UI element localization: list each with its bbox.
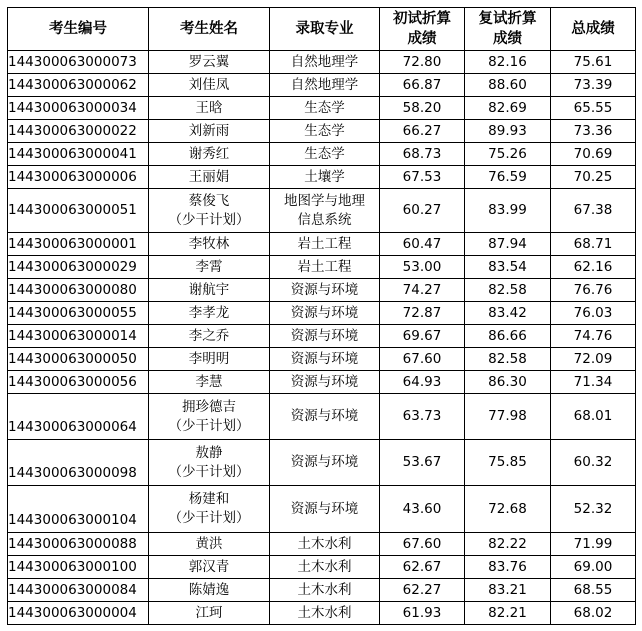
cell-total-score: 68.02	[551, 602, 636, 625]
cell-admitted-major	[270, 325, 380, 348]
cell-candidate-id: 144300063000064	[8, 394, 149, 440]
candidate-name-text: 杨建和	[188, 491, 230, 507]
table-row	[8, 120, 636, 143]
header-prelim-line2: 成绩	[407, 31, 437, 47]
cell-admitted-major	[270, 556, 380, 579]
cell-retest-score: 83.21	[465, 579, 551, 602]
cell-candidate-id: 144300063000014	[8, 325, 149, 348]
major-text: 土壤学	[304, 168, 345, 185]
cell-candidate-name	[149, 440, 270, 486]
cell-candidate-id: 144300063000088	[8, 533, 149, 556]
cell-candidate-name	[149, 74, 270, 97]
major-text: 资源与环境	[290, 454, 359, 470]
cell-candidate-id: 144300063000062	[8, 74, 149, 97]
cell-admitted-major	[270, 486, 380, 533]
major-text: 资源与环境	[290, 281, 359, 298]
cell-candidate-id: 144300063000100	[8, 556, 149, 579]
cell-candidate-name	[149, 348, 270, 371]
cell-prelim-score: 64.93	[380, 371, 465, 394]
candidate-name-text: 谢航宇	[188, 281, 230, 298]
cell-candidate-name	[149, 302, 270, 325]
cell-candidate-id: 144300063000034	[8, 97, 149, 120]
cell-admitted-major	[270, 440, 380, 486]
cell-prelim-score: 74.27	[380, 279, 465, 302]
cell-total-score: 52.32	[551, 486, 636, 533]
candidate-name-text: 刘佳凤	[188, 76, 230, 93]
table-row	[8, 348, 636, 371]
cell-retest-score: 75.26	[465, 143, 551, 166]
cell-prelim-score: 68.73	[380, 143, 465, 166]
cell-total-score: 75.61	[551, 51, 636, 74]
major-text: 土木水利	[297, 558, 352, 575]
candidate-name-text: 敖静	[195, 444, 223, 461]
cell-admitted-major	[270, 189, 380, 233]
major-text: 土木水利	[297, 581, 352, 598]
cell-admitted-major	[270, 602, 380, 625]
table-body	[8, 51, 636, 625]
cell-admitted-major	[270, 371, 380, 394]
table-row	[8, 143, 636, 166]
cell-prelim-score: 62.27	[380, 579, 465, 602]
candidate-name-text: 谢秀红	[188, 145, 230, 162]
cell-total-score: 65.55	[551, 97, 636, 120]
cell-admitted-major	[270, 74, 380, 97]
cell-total-score: 76.03	[551, 302, 636, 325]
candidate-name-text: 李孝龙	[188, 304, 230, 321]
candidate-program-note: （少干计划）	[168, 463, 250, 480]
candidate-name-text: 罗云翼	[188, 53, 230, 70]
major-text: 土木水利	[297, 535, 352, 552]
cell-candidate-name	[149, 256, 270, 279]
cell-candidate-name	[149, 602, 270, 625]
major-text: 资源与环境	[290, 304, 359, 321]
cell-prelim-score: 63.73	[380, 394, 465, 440]
candidate-name-text: 王丽娟	[188, 168, 230, 185]
cell-candidate-id: 144300063000051	[8, 189, 149, 233]
header-admitted-major: 录取专业	[270, 8, 380, 51]
cell-candidate-name	[149, 394, 270, 440]
cell-total-score: 70.25	[551, 166, 636, 189]
cell-prelim-score: 66.87	[380, 74, 465, 97]
table-row	[8, 371, 636, 394]
cell-candidate-name	[149, 97, 270, 120]
major-text: 资源与环境	[290, 327, 359, 344]
header-retest-score	[465, 8, 551, 51]
cell-retest-score: 88.60	[465, 74, 551, 97]
candidate-name-text: 江珂	[195, 604, 223, 621]
cell-retest-score: 89.93	[465, 120, 551, 143]
cell-candidate-id: 144300063000073	[8, 51, 149, 74]
cell-total-score: 62.16	[551, 256, 636, 279]
cell-prelim-score: 67.53	[380, 166, 465, 189]
table-row	[8, 302, 636, 325]
cell-prelim-score: 60.27	[380, 189, 465, 233]
candidate-name-text: 郭汉青	[188, 558, 230, 575]
cell-prelim-score: 53.00	[380, 256, 465, 279]
candidate-name-text: 李之乔	[188, 327, 230, 344]
table-row	[8, 189, 636, 233]
table-row	[8, 556, 636, 579]
cell-admitted-major	[270, 533, 380, 556]
cell-admitted-major	[270, 120, 380, 143]
header-total-score: 总成绩	[551, 8, 636, 51]
table-row	[8, 51, 636, 74]
table-row	[8, 279, 636, 302]
cell-retest-score: 83.76	[465, 556, 551, 579]
cell-retest-score: 82.58	[465, 348, 551, 371]
cell-total-score: 72.09	[551, 348, 636, 371]
candidate-name-text: 李明明	[188, 350, 230, 367]
cell-candidate-name	[149, 556, 270, 579]
candidate-program-note: （少干计划）	[168, 211, 250, 228]
major-text: 岩土工程	[297, 258, 352, 275]
cell-admitted-major	[270, 256, 380, 279]
cell-candidate-id: 144300063000080	[8, 279, 149, 302]
cell-prelim-score: 67.60	[380, 348, 465, 371]
candidate-name-text: 李牧林	[188, 235, 230, 252]
cell-prelim-score: 72.80	[380, 51, 465, 74]
cell-retest-score: 75.85	[465, 440, 551, 486]
cell-candidate-id: 144300063000001	[8, 233, 149, 256]
cell-candidate-name	[149, 233, 270, 256]
cell-candidate-id: 144300063000006	[8, 166, 149, 189]
cell-candidate-name	[149, 325, 270, 348]
cell-candidate-name	[149, 579, 270, 602]
cell-retest-score: 77.98	[465, 394, 551, 440]
major-text: 生态学	[304, 145, 345, 162]
header-row	[8, 8, 636, 51]
cell-prelim-score: 58.20	[380, 97, 465, 120]
cell-candidate-name	[149, 51, 270, 74]
header-retest-line2: 成绩	[493, 31, 522, 47]
cell-total-score: 71.99	[551, 533, 636, 556]
candidate-name-text: 王晗	[195, 99, 223, 116]
candidate-program-note: （少干计划）	[168, 417, 250, 434]
cell-candidate-id: 144300063000022	[8, 120, 149, 143]
cell-retest-score: 86.30	[465, 371, 551, 394]
cell-retest-score: 83.54	[465, 256, 551, 279]
cell-retest-score: 87.94	[465, 233, 551, 256]
cell-prelim-score: 69.67	[380, 325, 465, 348]
cell-admitted-major	[270, 394, 380, 440]
cell-candidate-id: 144300063000084	[8, 579, 149, 602]
cell-retest-score: 82.16	[465, 51, 551, 74]
cell-admitted-major	[270, 166, 380, 189]
cell-total-score: 68.71	[551, 233, 636, 256]
cell-admitted-major	[270, 97, 380, 120]
cell-prelim-score: 66.27	[380, 120, 465, 143]
cell-admitted-major	[270, 279, 380, 302]
cell-candidate-id: 144300063000056	[8, 371, 149, 394]
major-text: 资源与环境	[290, 350, 359, 367]
cell-total-score: 67.38	[551, 189, 636, 233]
cell-candidate-id: 144300063000104	[8, 486, 149, 533]
table-row	[8, 579, 636, 602]
candidate-name-text: 李霄	[195, 258, 223, 275]
cell-retest-score: 82.21	[465, 602, 551, 625]
table-row	[8, 233, 636, 256]
major-text: 土木水利	[297, 604, 352, 621]
candidate-program-note: （少干计划）	[168, 510, 250, 526]
cell-candidate-name	[149, 143, 270, 166]
major-text: 自然地理学	[290, 53, 359, 70]
cell-admitted-major	[270, 579, 380, 602]
cell-admitted-major	[270, 302, 380, 325]
major-text: 地图学与地理	[284, 192, 365, 209]
cell-retest-score: 82.69	[465, 97, 551, 120]
cell-admitted-major	[270, 51, 380, 74]
header-candidate-name: 考生姓名	[149, 8, 270, 51]
candidate-name-text: 刘新雨	[188, 122, 230, 139]
cell-candidate-id: 144300063000029	[8, 256, 149, 279]
major-text: 资源与环境	[290, 500, 359, 517]
cell-total-score: 68.01	[551, 394, 636, 440]
cell-retest-score: 82.58	[465, 279, 551, 302]
candidate-name-text: 李慧	[195, 373, 223, 390]
major-text: 资源与环境	[290, 408, 359, 424]
cell-candidate-name	[149, 279, 270, 302]
candidate-name-text: 陈婧逸	[188, 581, 230, 598]
cell-candidate-name	[149, 120, 270, 143]
cell-admitted-major	[270, 233, 380, 256]
cell-candidate-name	[149, 486, 270, 533]
major-text: 岩土工程	[297, 235, 352, 252]
table-row	[8, 486, 636, 533]
cell-candidate-name	[149, 533, 270, 556]
cell-total-score: 76.76	[551, 279, 636, 302]
table-row	[8, 74, 636, 97]
cell-total-score: 69.00	[551, 556, 636, 579]
cell-candidate-id: 144300063000050	[8, 348, 149, 371]
cell-total-score: 73.39	[551, 74, 636, 97]
cell-candidate-id: 144300063000041	[8, 143, 149, 166]
candidate-name-text: 黄洪	[195, 535, 223, 552]
cell-candidate-id: 144300063000004	[8, 602, 149, 625]
cell-total-score: 70.69	[551, 143, 636, 166]
candidate-name-text: 蔡俊飞	[188, 192, 230, 209]
cell-prelim-score: 62.67	[380, 556, 465, 579]
cell-total-score: 60.32	[551, 440, 636, 486]
cell-retest-score: 76.59	[465, 166, 551, 189]
cell-total-score: 74.76	[551, 325, 636, 348]
cell-candidate-id: 144300063000098	[8, 440, 149, 486]
cell-candidate-name	[149, 189, 270, 233]
cell-retest-score: 72.68	[465, 486, 551, 533]
cell-prelim-score: 60.47	[380, 233, 465, 256]
cell-prelim-score: 61.93	[380, 602, 465, 625]
cell-candidate-name	[149, 371, 270, 394]
cell-candidate-id: 144300063000055	[8, 302, 149, 325]
cell-retest-score: 83.99	[465, 189, 551, 233]
table-row	[8, 394, 636, 440]
major-text: 资源与环境	[290, 373, 359, 390]
table-row	[8, 97, 636, 120]
major-text: 信息系统	[297, 211, 352, 228]
cell-admitted-major	[270, 348, 380, 371]
cell-total-score: 71.34	[551, 371, 636, 394]
major-text: 自然地理学	[290, 76, 359, 93]
header-prelim-line1: 初试折算	[393, 11, 451, 27]
cell-retest-score: 82.22	[465, 533, 551, 556]
cell-prelim-score: 43.60	[380, 486, 465, 533]
admission-score-table	[7, 7, 636, 625]
cell-total-score: 68.55	[551, 579, 636, 602]
table-row	[8, 440, 636, 486]
cell-prelim-score: 53.67	[380, 440, 465, 486]
cell-candidate-name	[149, 166, 270, 189]
cell-prelim-score: 67.60	[380, 533, 465, 556]
header-prelim-score	[380, 8, 465, 51]
table-row	[8, 602, 636, 625]
major-text: 生态学	[304, 122, 345, 139]
table-row	[8, 325, 636, 348]
major-text: 生态学	[304, 99, 345, 116]
cell-retest-score: 83.42	[465, 302, 551, 325]
cell-admitted-major	[270, 143, 380, 166]
table-row	[8, 256, 636, 279]
table-row	[8, 533, 636, 556]
cell-prelim-score: 72.87	[380, 302, 465, 325]
candidate-name-text: 拥珍德吉	[182, 398, 236, 415]
header-retest-line1: 复试折算	[478, 11, 537, 27]
cell-total-score: 73.36	[551, 120, 636, 143]
header-candidate-id: 考生编号	[8, 8, 149, 51]
cell-retest-score: 86.66	[465, 325, 551, 348]
table-row	[8, 166, 636, 189]
